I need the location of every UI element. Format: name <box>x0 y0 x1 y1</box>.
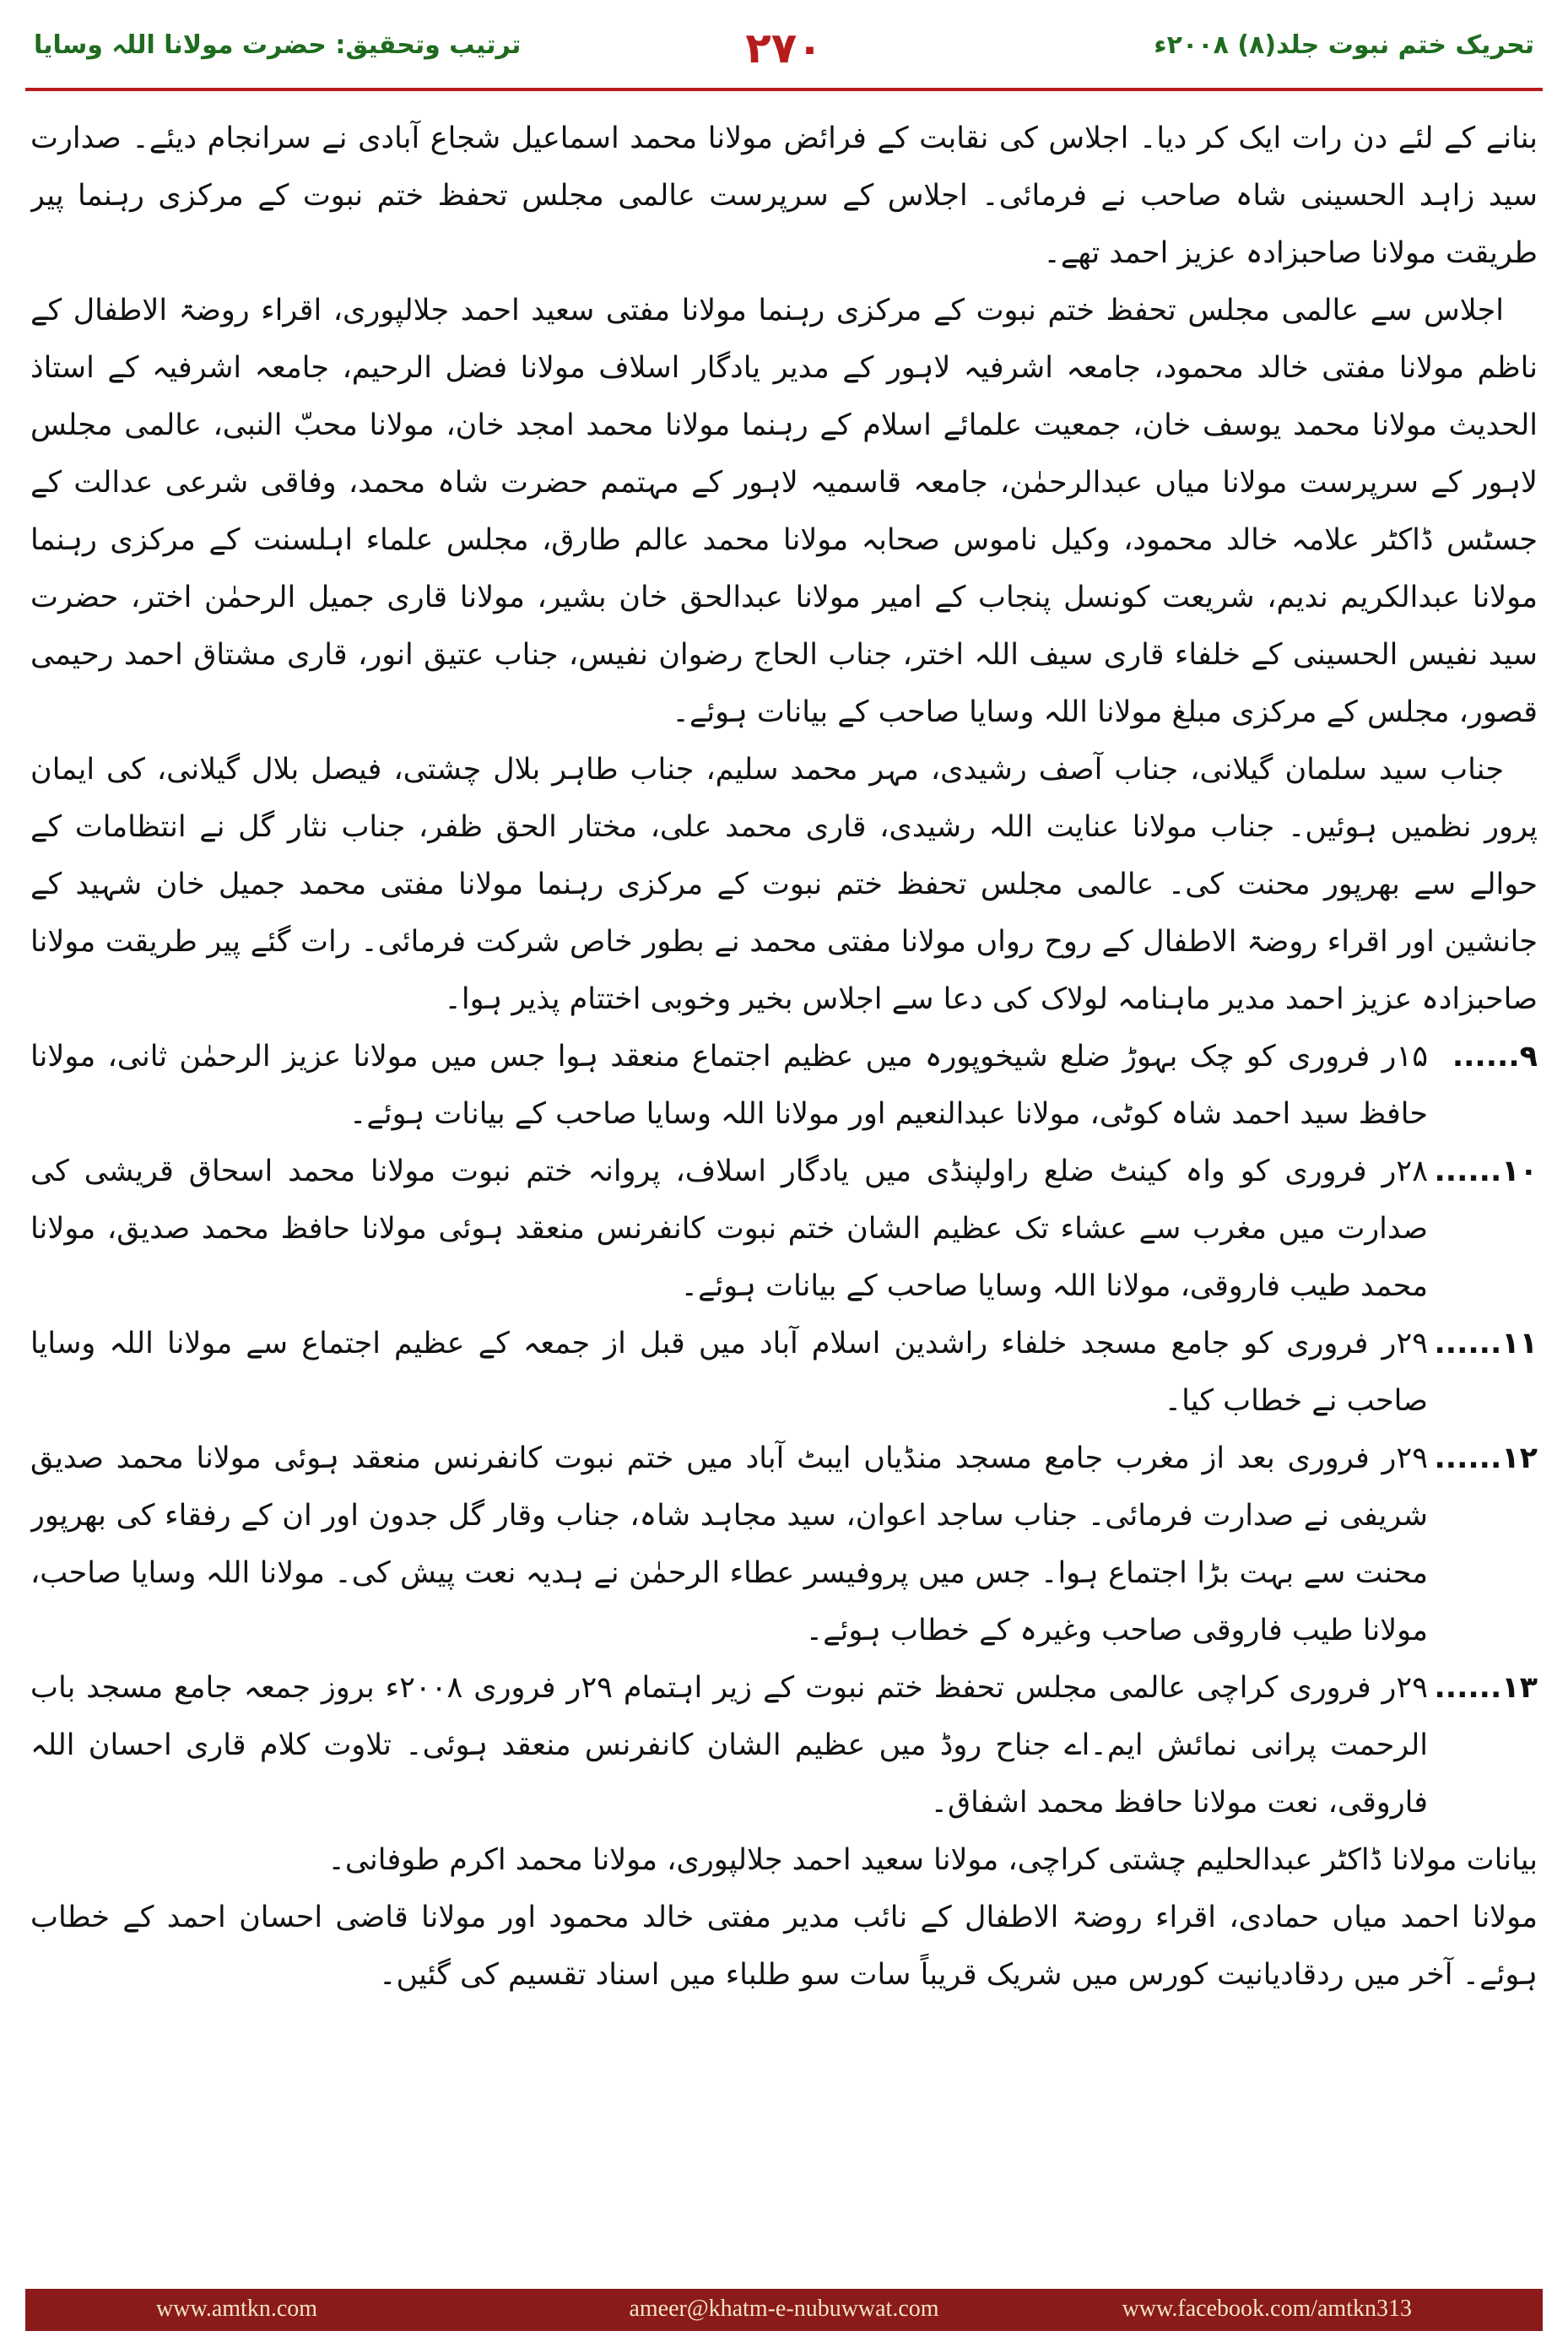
item-text: ۲۹ر فروری کو جامع مسجد خلفاء راشدین اسلام آباد میں قبل از جمعہ کے عظیم اجتماع سے مولانا اللہ وسایا صاحب نے خطاب کیا۔ <box>30 1327 1428 1418</box>
paragraph: اجلاس سے عالمی مجلس تحفظ ختم نبوت کے مرکزی رہنما مولانا مفتی سعید احمد جلالپوری، اقراء روضۃ الاطفال کے ناظم مولانا مفتی خالد محمود، جامعہ اشرفیہ لاہور کے مدیر یادگار اسلاف مولانا فضل الرحیم، جامعہ اشرفیہ کے استاذ الحدیث مولانا محمد یوسف خان، جمعیت علمائے اسلام کے رہنما مولانا محمد امجد خان، مولانا محبّ النبی، عالمی مجلس لاہور کے سرپرست مولانا میاں عبدالرحمٰن، جامعہ قاسمیہ لاہور کے مہتمم حضرت شاہ محمد، وفاقی شرعی عدالت کے جسٹس ڈاکٹر علامہ خالد محمود، وکیل ناموس صحابہ مولانا محمد عالم طارق، مجلس علماء اہلسنت کے مرکزی رہنما مولانا عبدالکریم ندیم، شریعت کونسل پنجاب کے امیر مولانا عبدالحق خان بشیر، مولانا قاری جمیل الرحمٰن اختر، حضرت سید نفیس الحسینی کے خلفاء قاری سیف اللہ اختر، جناب الحاج رضوان نفیس، جناب عتیق انور، قاری مشتاق احمد رحیمی قصور، مجلس کے مرکزی مبلغ مولانا اللہ وسایا صاحب کے بیانات ہوئے۔ <box>30 294 1538 729</box>
list-item <box>30 1143 1538 1315</box>
list-item <box>30 1430 1538 1659</box>
item-text: ۱۵ر فروری کو چک بہوڑ ضلع شیخوپورہ میں عظیم اجتماع منعقد ہوا جس میں مولانا عزیز الرحمٰن ثانی، مولانا حافظ سید احمد شاہ کوٹی، مولانا عبدالنعیم اور مولانا اللہ وسایا صاحب کے بیانات ہوئے۔ <box>30 1040 1428 1131</box>
item-text: ۲۸ر فروری کو واہ کینٹ ضلع راولپنڈی میں یادگار اسلاف، پروانہ ختم نبوت مولانا محمد اسحاق قریشی کی صدارت میں مغرب سے عشاء تک عظیم الشان ختم نبوت کانفرنس منعقد ہوئی مولانا حافظ محمد صدیق، مولانا محمد طیب فاروقی، مولانا اللہ وسایا صاحب کے بیانات ہوئے۔ <box>30 1155 1428 1303</box>
item-number: ۹...... <box>1452 1040 1538 1074</box>
website-link[interactable]: www.amtkn.com <box>156 2296 318 2322</box>
list-item <box>30 1659 1538 1831</box>
email-link[interactable]: ameer@khatm-e-nubuwwat.com <box>629 2296 939 2322</box>
book-title: تحریک ختم نبوت جلد(۸) ۲۰۰۸ء <box>1154 30 1534 60</box>
item-number: ۱۰...... <box>1434 1155 1538 1188</box>
page-footer <box>25 2289 1543 2331</box>
compiler-credit: ترتیب وتحقیق: حضرت مولانا اللہ وسایا <box>34 30 522 60</box>
list-item <box>30 1028 1538 1143</box>
paragraph: بنانے کے لئے دن رات ایک کر دیا۔ اجلاس کی نقابت کے فرائض مولانا محمد اسماعیل شجاع آبادی نے سرانجام دیئے۔ صدارت سید زاہد الحسینی شاہ صاحب نے فرمائی۔ اجلاس کے سرپرست عالمی مجلس تحفظ ختم نبوت کے مرکزی رہنما پیر طریقت مولانا صاحبزادہ عزیز احمد تھے۔ <box>30 122 1538 270</box>
page-body <box>30 110 1538 2262</box>
item-number: ۱۳...... <box>1434 1671 1538 1705</box>
header-divider <box>25 88 1543 91</box>
paragraph: بیانات مولانا ڈاکٹر عبدالحلیم چشتی کراچی، مولانا سعید احمد جلالپوری، مولانا محمد اکرم طوفانی۔ <box>327 1843 1538 1877</box>
item-text: ۲۹ر فروری کراچی عالمی مجلس تحفظ ختم نبوت کے زیر اہتمام ۲۹ر فروری ۲۰۰۸ء بروز جمعہ جامع مسجد باب الرحمت پرانی نمائش ایم۔اے جناح روڈ میں عظیم الشان کانفرنس منعقد ہوئی۔ تلاوت کلام قاری احسان اللہ فاروقی، نعت مولانا حافظ محمد اشفاق۔ <box>30 1671 1428 1820</box>
paragraph: مولانا احمد میاں حمادی، اقراء روضۃ الاطفال کے نائب مدیر مفتی خالد محمود اور مولانا قاضی احسان احمد کے خطاب ہوئے۔ آخر میں ردقادیانیت کورس میں شریک قریباً سات سو طلباء میں اسناد تقسیم کی گئیں۔ <box>30 1901 1538 1992</box>
page-header <box>25 24 1543 83</box>
facebook-link[interactable]: www.facebook.com/amtkn313 <box>1122 2296 1412 2322</box>
page-number: ۲۷۰ <box>745 24 823 73</box>
list-item <box>30 1315 1538 1430</box>
item-number: ۱۲...... <box>1434 1441 1538 1475</box>
paragraph: جناب سید سلمان گیلانی، جناب آصف رشیدی، مہر محمد سلیم، جناب طاہر بلال چشتی، فیصل بلال گیلانی، کی ایمان پرور نظمیں ہوئیں۔ جناب مولانا عنایت اللہ رشیدی، قاری محمد علی، مختار الحق ظفر، جناب نثار گل نے انتظامات کے حوالے سے بھرپور محنت کی۔ عالمی مجلس تحفظ ختم نبوت کے مرکزی رہنما مولانا مفتی محمد جمیل خان شہید کے جانشین اور اقراء روضۃ الاطفال کے روح رواں مولانا مفتی محمد نے بطور خاص شرکت فرمائی۔ رات گئے پیر طریقت مولانا صاحبزادہ عزیز احمد مدیر ماہنامہ لولاک کی دعا سے اجلاس بخیر وخوبی اختتام پذیر ہوا۔ <box>30 753 1538 1016</box>
item-number: ۱۱...... <box>1434 1327 1538 1360</box>
item-text: ۲۹ر فروری بعد از مغرب جامع مسجد منڈیاں ایبٹ آباد میں ختم نبوت کانفرنس منعقد ہوئی مولانا محمد صدیق شریفی نے صدارت فرمائی۔ جناب ساجد اعوان، سید مجاہد شاہ، جناب وقار گل جدون اور ان کے رفقاء کی بھرپور محنت سے بہت بڑا اجتماع ہوا۔ جس میں پروفیسر عطاء الرحمٰن نے ہدیہ نعت پیش کی۔ مولانا اللہ وسایا صاحب، مولانا طیب فاروقی صاحب وغیرہ کے خطاب ہوئے۔ <box>30 1441 1428 1647</box>
